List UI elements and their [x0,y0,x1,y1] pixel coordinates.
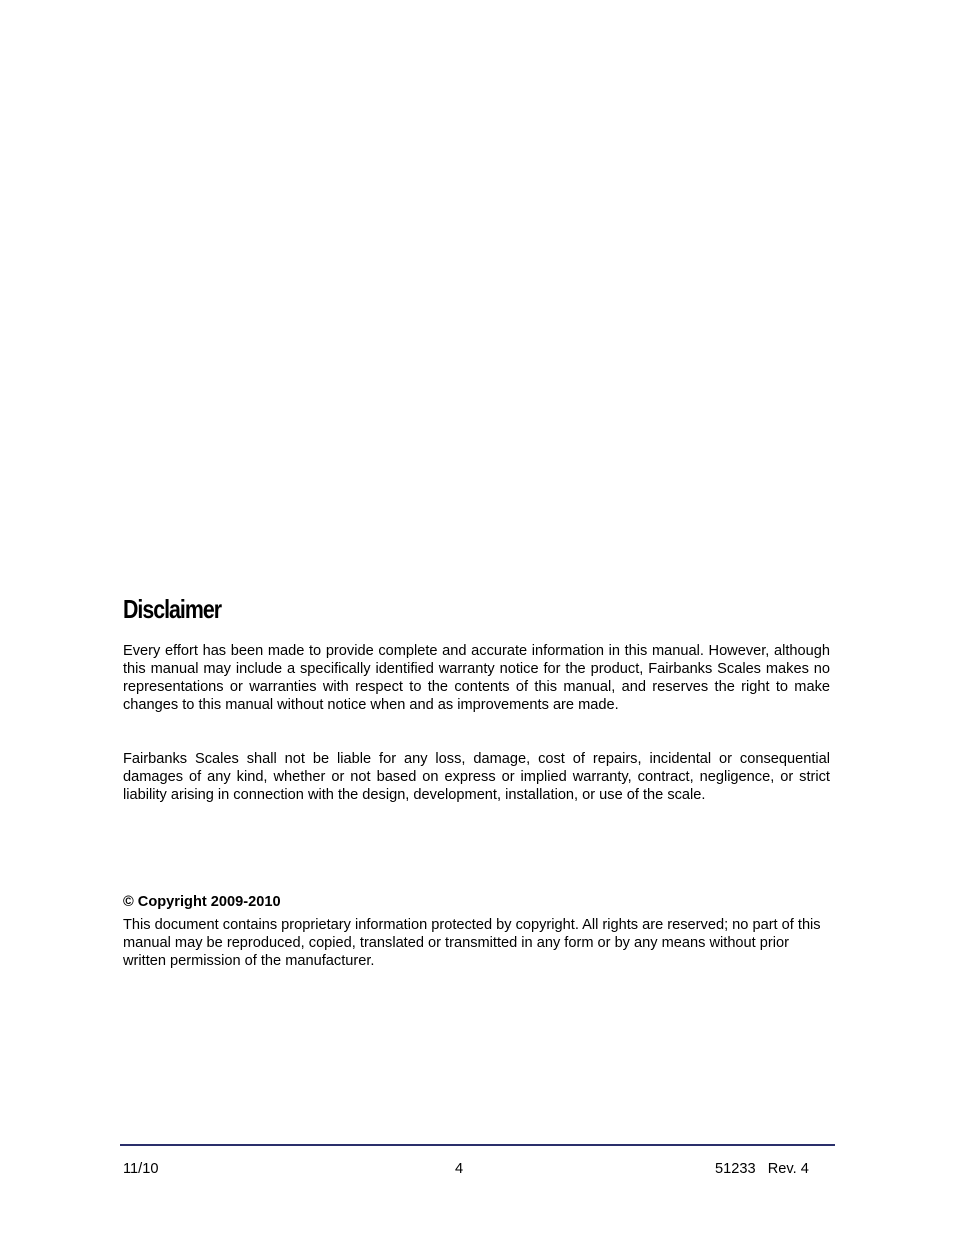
disclaimer-paragraph-1: Every effort has been made to provide complete and accurate information in this manual. However, although this manual may include a specifically identified warranty notice for the product, Fairbanks Scales makes no representations or warranties with respect to the contents of this manual, and reserves the right to make changes to this manual without notice when and as improvements are made. [123,643,830,713]
footer-date: 11/10 [123,1161,159,1177]
footer-document-revision: 51233 Rev. 4 [715,1161,809,1177]
footer-page-number: 4 [455,1161,464,1177]
copyright-text: This document contains proprietary information protected by copyright. All rights are reserved; no part of this manual may be reproduced, copied, translated or transmitted in any form or by any means without prior written permission of the manufacturer. [123,917,821,969]
copyright-title: © Copyright 2009-2010 [123,894,281,910]
disclaimer-paragraph-2: Fairbanks Scales shall not be liable for any loss, damage, cost of repairs, incidental or consequential damages of any kind, whether or not based on express or implied warranty, contract, negligence, or strict liability arising in connection with the design, development, installation, or use of the scale. [123,751,830,803]
disclaimer-heading: Disclaimer [123,594,222,624]
footer-divider [120,1144,835,1146]
